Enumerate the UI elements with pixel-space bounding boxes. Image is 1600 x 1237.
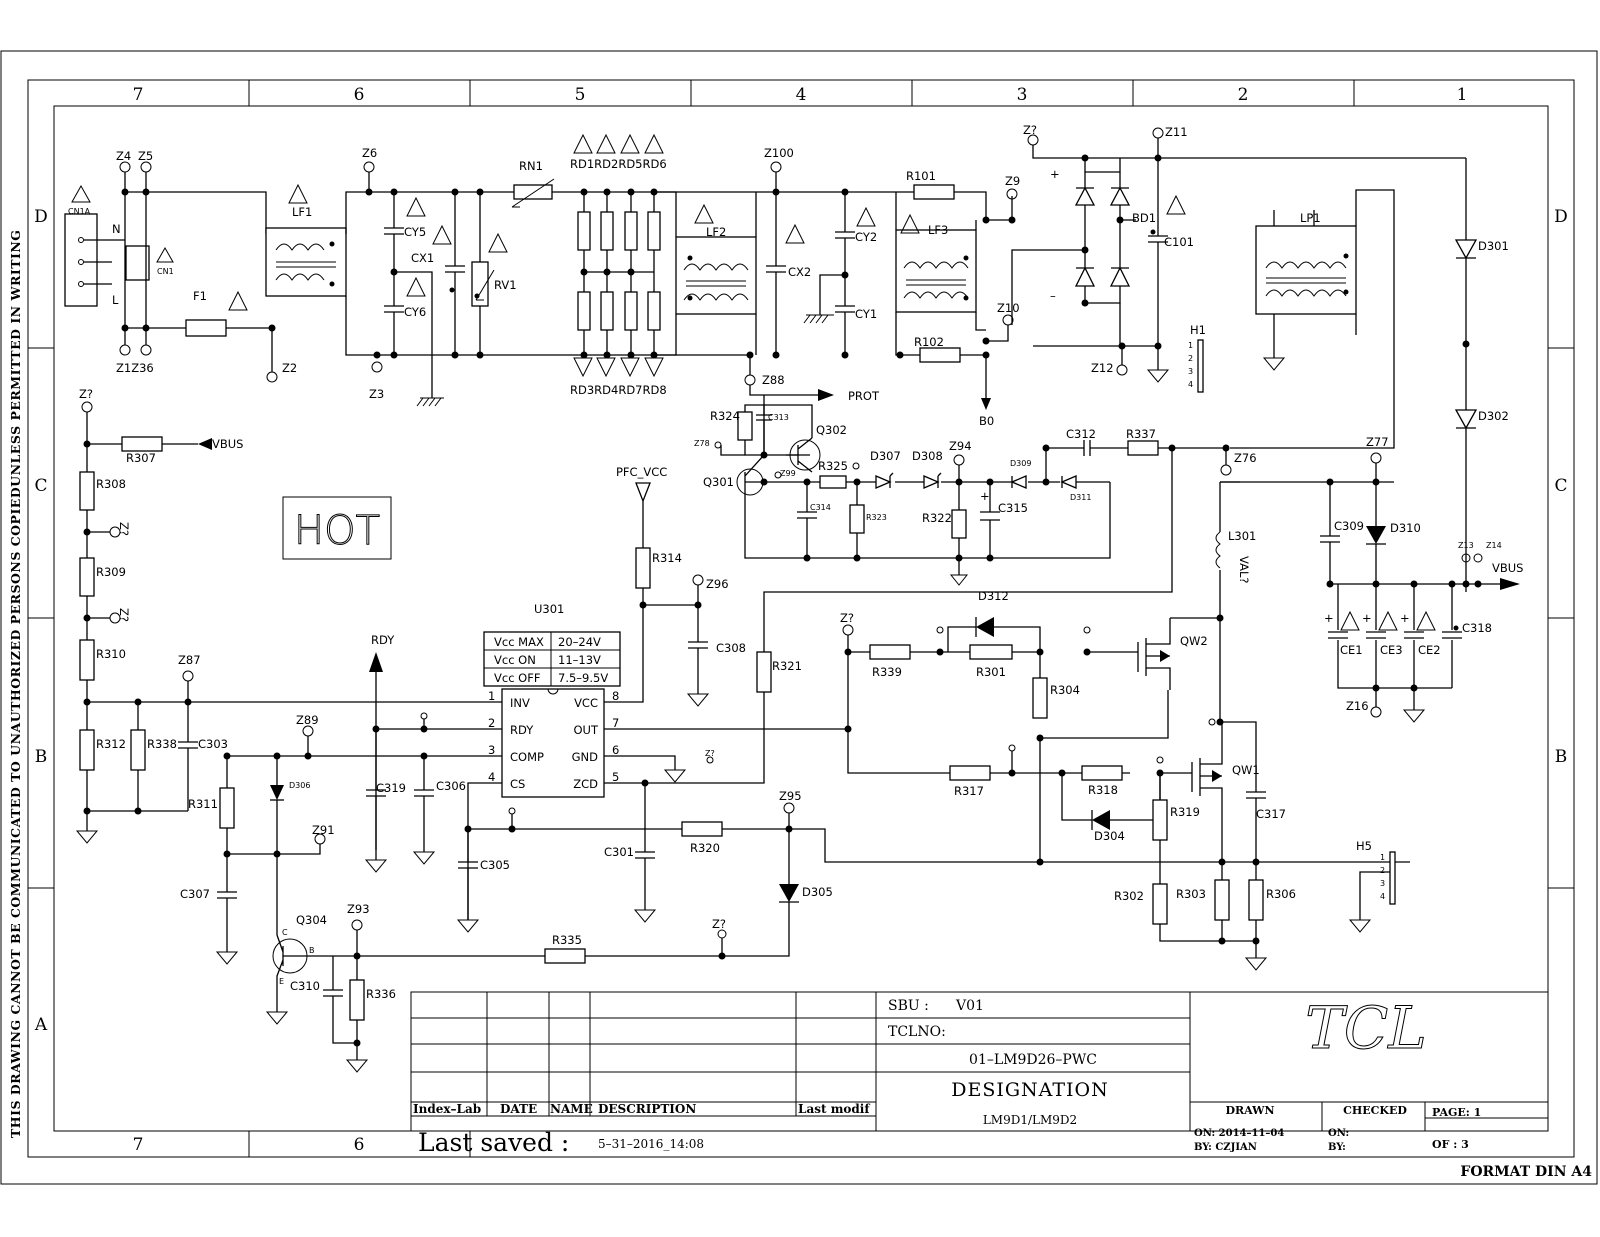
bridge-rectifier-section: [1012, 123, 1466, 392]
r307-resistor: [122, 437, 162, 451]
r311-label: R311: [188, 797, 218, 811]
r306-label: R306: [1266, 887, 1296, 901]
svg-text:1: 1: [1188, 341, 1194, 350]
c308-label: C308: [716, 641, 746, 655]
r337-label: R337: [1126, 427, 1156, 441]
h5-label: H5: [1356, 839, 1372, 853]
u301-pin8-name: VCC: [574, 696, 598, 710]
z-unknown-3: Z?: [705, 749, 715, 758]
svg-text:2: 2: [1380, 866, 1386, 875]
r303-resistor: [1215, 880, 1229, 920]
rd-top-label: RD1RD2RD5RD6: [570, 157, 667, 171]
u301-pin1-num: 1: [488, 689, 496, 703]
u301-pin7-name: OUT: [573, 723, 598, 737]
z76-label: Z76: [1234, 451, 1257, 465]
cn1-label: CN1: [157, 267, 174, 276]
title-block: [411, 992, 1592, 1180]
drawn-on: ON: 2014–11–04: [1194, 1128, 1285, 1139]
tcl-logo: TCL: [1305, 994, 1427, 1062]
vcc-table-v2: 7.5–9.5V: [558, 671, 609, 685]
cy2-label: CY2: [855, 230, 878, 244]
r323-resistor: [850, 505, 864, 533]
svg-text:+: +: [1324, 611, 1334, 625]
c307-label: C307: [180, 887, 210, 901]
u301-pin4-num: 4: [488, 770, 496, 784]
z9-label: Z9: [1005, 174, 1021, 188]
r324-label: R324: [710, 409, 740, 423]
designation-label: DESIGNATION: [951, 1079, 1109, 1101]
z91-label: Z91: [312, 823, 335, 837]
qw2-label: QW2: [1180, 634, 1208, 648]
z89-label: Z89: [296, 713, 319, 727]
r301-resistor: [970, 645, 1012, 659]
r312-label: R312: [96, 737, 126, 751]
z4-label: Z4: [116, 149, 132, 163]
checked-by: BY:: [1328, 1142, 1346, 1153]
h1-heatsink: [1198, 340, 1203, 392]
r101-resistor: [914, 185, 954, 199]
grid-row-d-right: D: [1554, 207, 1568, 227]
r310-label: R310: [96, 647, 126, 661]
z1z36-label: Z1Z36: [116, 361, 154, 375]
pin-n-label: N: [112, 222, 121, 236]
r308-label: R308: [96, 477, 126, 491]
vbus-net-right: VBUS: [1492, 561, 1524, 575]
z13-label: Z13: [1458, 541, 1474, 550]
u301-pin3-name: COMP: [510, 750, 544, 764]
z94-label: Z94: [949, 439, 972, 453]
svg-text:+: +: [1400, 611, 1410, 625]
grid-row-c-right: C: [1554, 476, 1568, 496]
grid-row-b-left: B: [34, 747, 48, 767]
drawn-by: BY: CZJIAN: [1194, 1142, 1257, 1153]
r335-label: R335: [552, 933, 582, 947]
r324-resistor: [738, 412, 752, 440]
z-unknown-bridge-label: Z?: [1023, 123, 1037, 137]
z-unknown-2: Z?: [117, 608, 131, 622]
r338-resistor: [131, 730, 145, 770]
svg-text:4: 4: [1380, 892, 1386, 901]
format-label: FORMAT DIN A4: [1460, 1164, 1592, 1180]
date-header: DATE: [500, 1102, 538, 1116]
index-lab-header: Index–Lab: [413, 1102, 482, 1116]
h1-label: H1: [1190, 323, 1206, 337]
z-unknown-4: Z?: [712, 917, 726, 931]
z3-label: Z3: [369, 387, 385, 401]
grid-col-6-bottom: 6: [353, 1135, 365, 1155]
r321-resistor: [757, 652, 771, 692]
val-label: VAL?: [1237, 556, 1251, 584]
lf1-label: LF1: [292, 205, 313, 219]
grid-row-d-left: D: [34, 207, 48, 227]
z77-label: Z77: [1366, 435, 1389, 449]
vcc-table-k2: Vcc OFF: [494, 671, 541, 685]
d302-label: D302: [1478, 409, 1509, 423]
tclno-label: TCLNO:: [888, 1024, 946, 1040]
grid-col-6-top: 6: [353, 85, 365, 105]
z88-label: Z88: [762, 373, 785, 387]
r308-resistor: [80, 472, 94, 510]
r301-label: R301: [976, 665, 1006, 679]
c309-label: C309: [1334, 519, 1364, 533]
r338-label: R338: [147, 737, 177, 751]
z78-label: Z78: [694, 439, 710, 448]
svg-text:+: +: [980, 489, 990, 503]
ce2-label: CE2: [1418, 643, 1441, 657]
designation-value: LM9D1/LM9D2: [982, 1113, 1078, 1127]
c306-label: C306: [436, 779, 466, 793]
r310-resistor: [80, 640, 94, 680]
z99-label: Z99: [780, 469, 796, 478]
c319-label: C319: [376, 781, 406, 795]
u301-pin4-name: CS: [510, 777, 526, 791]
sbu-label: SBU :: [888, 998, 929, 1014]
r303-label: R303: [1176, 887, 1206, 901]
grid-row-c-left: C: [34, 476, 48, 496]
d306-label: D306: [289, 781, 311, 790]
svg-text:2: 2: [1188, 354, 1194, 363]
grid-col-1-top: 1: [1456, 85, 1468, 105]
svg-text:4: 4: [1188, 380, 1194, 389]
ce1-label: CE1: [1340, 643, 1363, 657]
svg-text:3: 3: [1188, 367, 1194, 376]
r304-resistor: [1033, 678, 1047, 718]
c313-label: C313: [768, 413, 789, 422]
u301-pin6-num: 6: [612, 743, 620, 757]
d305-label: D305: [802, 885, 833, 899]
u301-label: U301: [534, 602, 565, 616]
cy1-label: CY1: [855, 307, 878, 321]
z87-label: Z87: [178, 653, 201, 667]
vcc-table-v1: 11–13V: [558, 653, 601, 667]
drawn-label: DRAWN: [1225, 1104, 1275, 1117]
lp1-label: LP1: [1300, 211, 1321, 225]
grid-col-5-top: 5: [574, 85, 586, 105]
qw1-label: QW1: [1232, 763, 1260, 777]
r102-label: R102: [914, 335, 944, 349]
c315-label: C315: [998, 501, 1028, 515]
u301-pin6-name: GND: [571, 750, 598, 764]
r323-label: R323: [866, 513, 887, 522]
r302-resistor: [1153, 884, 1167, 924]
r339-label: R339: [872, 665, 902, 679]
z12-label: Z12: [1091, 361, 1114, 375]
u301-pin7-num: 7: [612, 716, 620, 730]
z-unknown-5: Z?: [840, 611, 854, 625]
r306-resistor: [1249, 880, 1263, 920]
of-label: OF : 3: [1432, 1138, 1469, 1151]
rv1-label: RV1: [494, 278, 517, 292]
r321-label: R321: [772, 659, 802, 673]
checked-on: ON:: [1328, 1128, 1350, 1139]
vbus-divider-section: [77, 387, 502, 843]
vcc-table-k0: Vcc MAX: [494, 635, 544, 649]
grid-col-2-top: 2: [1237, 85, 1249, 105]
z11-label: Z11: [1165, 125, 1188, 139]
copyright-notice: THIS DRAWING CANNOT BE COMMUNICATED TO UNAUTHORIZED PERSONS COPIEDUNLESS PERMITTED IN WRITING: [8, 229, 23, 1138]
name-header: NAME: [550, 1102, 593, 1116]
grid-col-4-top: 4: [795, 85, 807, 105]
d309-label: D309: [1010, 459, 1032, 468]
q302-label: Q302: [816, 423, 848, 437]
svg-text:E: E: [279, 977, 285, 986]
z100-label: Z100: [764, 146, 794, 160]
r307-label: R307: [126, 451, 156, 465]
z2-label: Z2: [282, 361, 298, 375]
svg-text:–: –: [1050, 289, 1056, 303]
z16-label: Z16: [1346, 699, 1369, 713]
z14-label: Z14: [1486, 541, 1502, 550]
pfc-vcc-net: PFC_VCC: [616, 465, 668, 479]
rdy-net: RDY: [371, 633, 395, 647]
bd1-label: BD1: [1132, 211, 1157, 225]
r335-resistor: [545, 949, 585, 963]
z6-label: Z6: [362, 146, 378, 160]
sbu-value: V01: [956, 998, 984, 1014]
c310-label: C310: [290, 979, 320, 993]
vbus-net-left: VBUS: [212, 437, 244, 451]
h5-heatsink: [1390, 852, 1395, 904]
z95-label: Z95: [779, 789, 802, 803]
grid-row-b-right: B: [1554, 747, 1568, 767]
boost-stage-section: [840, 482, 1296, 970]
r339-resistor: [870, 645, 910, 659]
z93-label: Z93: [347, 902, 370, 916]
d301-label: D301: [1478, 239, 1509, 253]
r320-resistor: [682, 822, 722, 836]
grid-col-3-top: 3: [1016, 85, 1028, 105]
lf3-choke: [896, 230, 976, 312]
page-label: PAGE: 1: [1432, 1106, 1482, 1119]
f1-label: F1: [193, 289, 207, 303]
c318-label: C318: [1462, 621, 1492, 635]
r336-label: R336: [366, 987, 396, 1001]
r319-resistor: [1153, 800, 1167, 840]
lp1-choke: [1256, 226, 1356, 314]
u301-pin2-name: RDY: [510, 723, 534, 737]
ce3-label: CE3: [1380, 643, 1403, 657]
u301-pin3-num: 3: [488, 743, 496, 757]
l301-label: L301: [1228, 529, 1257, 543]
hot-label: HOT: [294, 508, 380, 554]
svg-text:3: 3: [1380, 879, 1386, 888]
u301-pin5-num: 5: [612, 770, 620, 784]
checked-label: CHECKED: [1343, 1104, 1407, 1117]
d311-label: D311: [1070, 493, 1092, 502]
q301-label: Q301: [703, 475, 735, 489]
cx2-label: CX2: [788, 265, 812, 279]
q304-label: Q304: [296, 913, 328, 927]
c317-label: C317: [1256, 807, 1286, 821]
rn1-label: RN1: [519, 159, 543, 173]
lf2-label: LF2: [706, 225, 727, 239]
part-number: 01–LM9D26–PWC: [969, 1052, 1097, 1068]
z-unknown-1: Z?: [117, 522, 131, 536]
r309-resistor: [80, 558, 94, 596]
u301-pin1-name: INV: [510, 696, 530, 710]
u301-pin8-num: 8: [612, 689, 620, 703]
grid-col-7-bottom: 7: [132, 1135, 144, 1155]
cn1a-label: CN1A: [68, 207, 91, 216]
u301-pin2-num: 2: [488, 716, 496, 730]
u301-pin5-name: ZCD: [573, 777, 598, 791]
vcc-table-k1: Vcc ON: [494, 653, 536, 667]
z5-label: Z5: [138, 149, 154, 163]
last-saved-label: Last saved :: [418, 1128, 570, 1157]
c303-label: C303: [198, 737, 228, 751]
r336-resistor: [350, 980, 364, 1020]
svg-text:+: +: [1362, 611, 1372, 625]
d312-label: D312: [978, 589, 1009, 603]
z96-label: Z96: [706, 577, 729, 591]
r319-label: R319: [1170, 805, 1200, 819]
vcc-table-v0: 20–24V: [558, 635, 601, 649]
prot-net: PROT: [848, 389, 880, 403]
c312-label: C312: [1066, 427, 1096, 441]
svg-text:1: 1: [1380, 853, 1386, 862]
last-modif-header: Last modif: [798, 1102, 870, 1116]
c301-label: C301: [604, 845, 634, 859]
r311-resistor: [220, 788, 234, 828]
r320-label: R320: [690, 841, 720, 855]
r101-label: R101: [906, 169, 936, 183]
z10-label: Z10: [997, 301, 1020, 315]
r304-label: R304: [1050, 683, 1080, 697]
output-section: [1220, 435, 1523, 932]
rn1-ntc: [514, 185, 552, 199]
r314-label: R314: [652, 551, 682, 565]
r318-resistor: [1082, 766, 1122, 780]
r317-label: R317: [954, 784, 984, 798]
cx1-label: CX1: [411, 251, 435, 265]
d310-label: D310: [1390, 521, 1421, 535]
r314-resistor: [636, 548, 650, 588]
r322-label: R322: [922, 511, 952, 525]
r337-resistor: [1128, 441, 1158, 455]
description-header: DESCRIPTION: [598, 1102, 697, 1116]
svg-text:C: C: [282, 928, 288, 937]
lf2-choke: [676, 237, 756, 314]
r322-resistor: [952, 510, 966, 538]
r325-resistor: [820, 476, 846, 488]
r325-label: R325: [818, 459, 848, 473]
d308-label: D308: [912, 449, 943, 463]
last-saved-value: 5–31–2016_14:08: [598, 1137, 705, 1151]
emi-filter-section: [654, 146, 1020, 428]
d304-label: D304: [1094, 829, 1125, 843]
fuse-f1: [186, 320, 226, 336]
r318-label: R318: [1088, 783, 1118, 797]
z-unknown-r307-label: Z?: [79, 387, 93, 401]
rd-bottom-label: RD3RD4RD7RD8: [570, 383, 667, 397]
lf3-label: LF3: [928, 223, 949, 237]
r302-label: R302: [1114, 889, 1144, 903]
svg-text:+: +: [1050, 167, 1060, 181]
svg-text:B: B: [309, 946, 315, 955]
cy6-label: CY6: [404, 305, 427, 319]
pin-l-label: L: [112, 293, 119, 307]
c314-label: C314: [810, 503, 831, 512]
cy5-label: CY5: [404, 225, 427, 239]
grid-row-a-left: A: [34, 1015, 48, 1035]
r309-label: R309: [96, 565, 126, 579]
d307-label: D307: [870, 449, 901, 463]
r317-resistor: [950, 766, 990, 780]
grid-col-7-top: 7: [132, 85, 144, 105]
c305-label: C305: [480, 858, 510, 872]
c101-label: C101: [1164, 235, 1194, 249]
b0-label: B0: [979, 414, 995, 428]
r102-resistor: [920, 348, 960, 362]
r312-resistor: [80, 730, 94, 770]
